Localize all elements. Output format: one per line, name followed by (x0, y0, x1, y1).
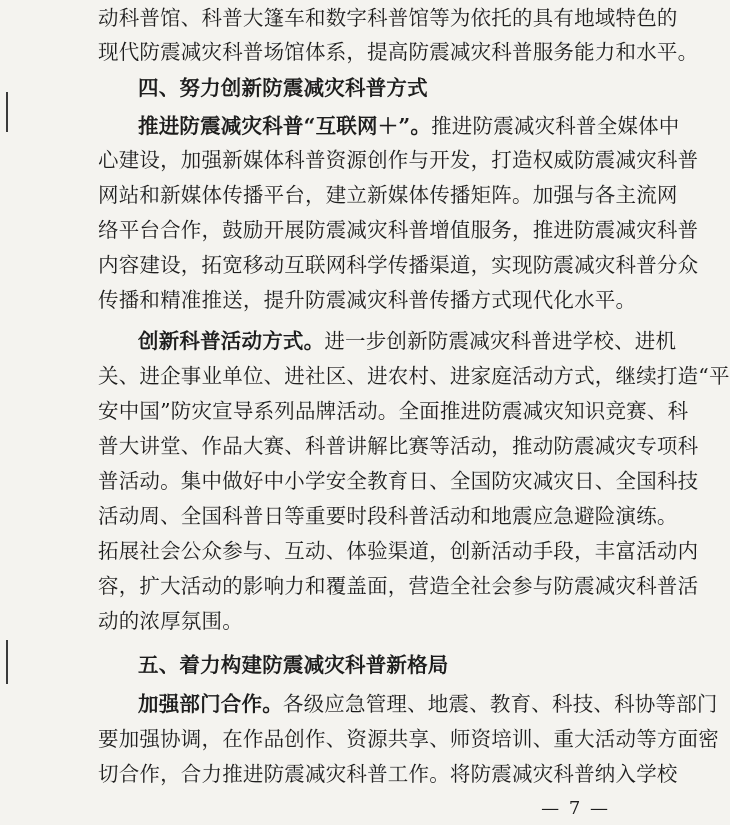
paragraph-lead: 创新科普活动方式。 (138, 329, 325, 353)
paragraph-lead: 推进防震减灾科普“互联网＋”。 (138, 114, 432, 138)
scan-margin-mark (6, 92, 8, 132)
section-heading: 四、努力创新防震减灾科普方式 (138, 76, 428, 100)
paragraph-line: 容，扩大活动的影响力和覆盖面，营造全社会参与防震减灾科普活 (98, 574, 699, 598)
paragraph-text: 各级应急管理、地震、教育、科技、科协等部门 (282, 692, 718, 716)
paragraph-line: 活动周、全国科普日等重要时段科普活动和地震应急避险演练。 (98, 504, 678, 528)
paragraph-line: 切合作，合力推进防震减灾科普工作。将防震减灾科普纳入学校 (98, 762, 678, 786)
paragraph-text: 推进防震减灾科普全媒体中 (431, 114, 680, 138)
paragraph-line: 动的浓厚氛围。 (98, 609, 243, 633)
paragraph-line: 内容建设，拓宽移动互联网科学传播渠道，实现防震减灾科普分众 (98, 253, 699, 277)
paragraph-first-line (138, 690, 718, 718)
paragraph-line: 要加强协调，在作品创作、资源共享、师资培训、重大活动等方面密 (98, 727, 719, 751)
page-number: — 7 — (541, 798, 610, 819)
paragraph-first-line (138, 327, 677, 355)
paragraph-line: 普大讲堂、作品大赛、科普讲解比赛等活动，推动防震减灾专项科 (98, 434, 699, 458)
paragraph-first-line (138, 112, 680, 140)
paragraph-line: 拓展社会公众参与、互动、体验渠道，创新活动手段，丰富活动内 (98, 539, 699, 563)
paragraph-line: 现代防震减灾科普场馆体系，提高防震减灾科普服务能力和水平。 (98, 40, 699, 64)
paragraph-line: 动科普馆、科普大篷车和数字科普馆等为依托的具有地域特色的 (98, 6, 678, 30)
paragraph-lead: 加强部门合作。 (138, 692, 283, 716)
paragraph-line: 网站和新媒体传播平台，建立新媒体传播矩阵。加强与各主流网 (98, 183, 678, 207)
paragraph-line: 关、进企事业单位、进社区、进农村、进家庭活动方式，继续打造“平 (98, 364, 730, 388)
paragraph-text: 进一步创新防震减灾科普进学校、进机 (324, 329, 677, 353)
paragraph-line: 心建设，加强新媒体科普资源创作与开发，打造权威防震减灾科普 (98, 148, 699, 172)
paragraph-line: 传播和精准推送，提升防震减灾科普传播方式现代化水平。 (98, 288, 637, 312)
section-heading: 五、着力构建防震减灾科普新格局 (138, 653, 449, 677)
paragraph-line: 络平台合作，鼓励开展防震减灾科普增值服务，推进防震减灾科普 (98, 218, 699, 242)
paragraph-line: 普活动。集中做好中小学安全教育日、全国防灾减灾日、全国科技 (98, 469, 699, 493)
scan-margin-mark (6, 640, 8, 684)
paragraph-line: 安中国”防灾宣导系列品牌活动。全面推进防震减灾知识竞赛、科 (98, 399, 689, 423)
